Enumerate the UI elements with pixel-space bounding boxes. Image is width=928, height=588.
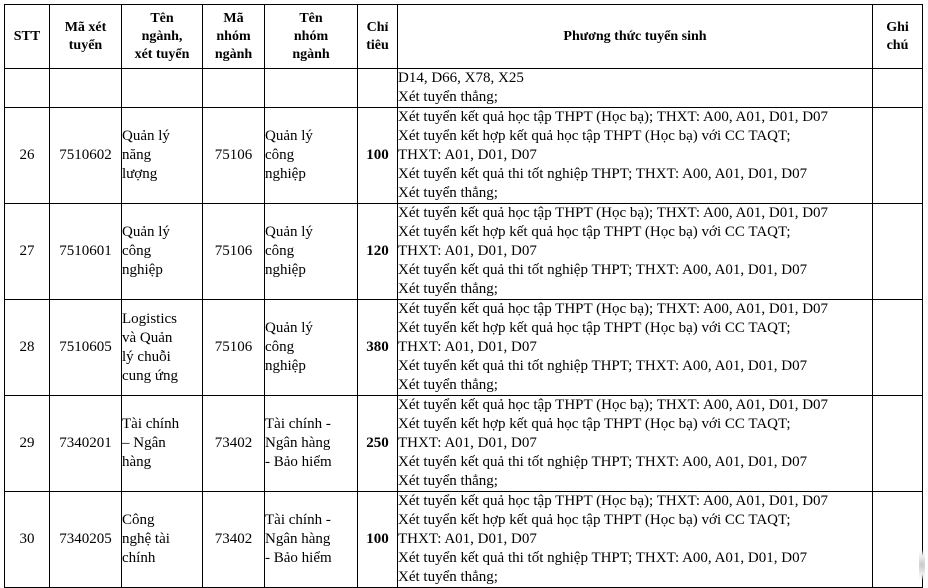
cell-major-name — [122, 396, 203, 492]
cell-group-name — [265, 396, 358, 492]
cell-stt: 30 — [5, 492, 50, 588]
cell-major-name — [122, 108, 203, 204]
cell-note — [873, 69, 923, 108]
table-row — [5, 492, 923, 588]
cell-line: Xét tuyển kết quả học tập THPT (Học bạ); THXT: A00, A01, D01, D07 — [398, 109, 829, 125]
cell-quota — [358, 69, 398, 108]
header-quota: Chỉ tiêu — [358, 5, 398, 69]
cell-group-code: 73402 — [203, 492, 265, 588]
cell-line: nghiệp — [122, 262, 163, 278]
cell-line: Quản lý — [265, 224, 313, 240]
cell-group-name — [265, 204, 358, 300]
cell-line: – Ngân — [122, 435, 166, 451]
method-line: Xét tuyển thẳng; — [398, 89, 498, 105]
cell-group-name — [265, 492, 358, 588]
cell-stt: 29 — [5, 396, 50, 492]
cell-quota: 120 — [358, 204, 398, 300]
cell-line: Quản lý — [122, 128, 170, 144]
cell-line: Tài chính — [122, 416, 180, 432]
cell-quota: 100 — [358, 492, 398, 588]
header-stt: STT — [5, 5, 50, 69]
cell-line: Xét tuyển kết quả thi tốt nghiệp THPT; THXT: A00, A01, D01, D07 — [398, 262, 808, 278]
cell-line: cung ứng — [122, 367, 179, 384]
cell-stt — [5, 69, 50, 108]
cell-admission-method — [398, 108, 873, 204]
table-row — [5, 300, 923, 396]
cell-group-code: 75106 — [203, 204, 265, 300]
cell-line: chính — [122, 550, 156, 566]
cell-group-name — [265, 108, 358, 204]
cell-line: hàng — [122, 454, 152, 470]
cell-line: Xét tuyển kết quả thi tốt nghiệp THPT; THXT: A00, A01, D01, D07 — [398, 358, 808, 374]
table-row — [5, 396, 923, 492]
cell-major-name — [122, 204, 203, 300]
cell-line: Xét tuyển thẳng; — [398, 377, 498, 393]
cell-line: Xét tuyển kết quả thi tốt nghiệp THPT; THXT: A00, A01, D01, D07 — [398, 166, 808, 182]
cell-line: THXT: A01, D01, D07 — [398, 531, 537, 547]
cell-line: Logistics — [122, 310, 177, 327]
cell-note — [873, 492, 923, 588]
cell-note — [873, 108, 923, 204]
cell-line: THXT: A01, D01, D07 — [398, 339, 537, 355]
header-row — [5, 5, 923, 69]
cell-line: Xét tuyển kết quả học tập THPT (Học bạ); THXT: A00, A01, D01, D07 — [398, 493, 829, 509]
header-group-code: Mã nhóm ngành — [203, 5, 265, 69]
cell-major-name — [122, 69, 203, 108]
table-row — [5, 108, 923, 204]
cell-line: THXT: A01, D01, D07 — [398, 435, 537, 451]
cell-note — [873, 300, 923, 396]
cell-group-code — [203, 69, 265, 108]
continuation-row — [5, 69, 923, 108]
cell-line: Tài chính - — [265, 512, 331, 528]
cell-line: nghiệp — [265, 358, 306, 374]
cell-admission-method — [398, 492, 873, 588]
method-line: D14, D66, X78, X25 — [398, 70, 524, 86]
header-group-name: Tên nhóm ngành — [265, 5, 358, 69]
cell-admission-code — [50, 69, 122, 108]
cell-line: công — [265, 339, 295, 355]
cell-group-code: 75106 — [203, 108, 265, 204]
cell-line: công — [265, 147, 295, 163]
cell-line: lượng — [122, 166, 158, 182]
admissions-table — [4, 4, 923, 588]
cell-line: lý chuỗi — [122, 348, 171, 365]
cell-line: Xét tuyển kết quả thi tốt nghiệp THPT; THXT: A00, A01, D01, D07 — [398, 550, 808, 566]
cell-line: Xét tuyển thẳng; — [398, 569, 498, 585]
cell-quota: 100 — [358, 108, 398, 204]
cell-line: Quản lý — [265, 128, 313, 144]
cell-stt: 28 — [5, 300, 50, 396]
cell-line: Xét tuyển kết quả học tập THPT (Học bạ); THXT: A00, A01, D01, D07 — [398, 205, 829, 221]
cell-note — [873, 204, 923, 300]
cell-line: Xét tuyển thẳng; — [398, 281, 498, 297]
cell-line: Quản lý — [122, 224, 170, 240]
cell-line: Xét tuyển kết hợp kết quả học tập THPT (Học bạ) với CC TAQT; — [398, 416, 791, 432]
cell-line: Xét tuyển kết hợp kết quả học tập THPT (Học bạ) với CC TAQT; — [398, 320, 791, 336]
cell-line: Xét tuyển thẳng; — [398, 185, 498, 201]
cell-line: Xét tuyển kết quả thi tốt nghiệp THPT; THXT: A00, A01, D01, D07 — [398, 454, 808, 470]
cell-line: Ngân hàng — [265, 435, 331, 451]
cell-line: Ngân hàng — [265, 531, 331, 547]
cell-note — [873, 396, 923, 492]
cell-line: - Bảo hiểm — [265, 550, 332, 566]
cell-line: năng — [122, 147, 152, 163]
cell-line: Xét tuyển kết hợp kết quả học tập THPT (Học bạ) với CC TAQT; — [398, 512, 791, 528]
scan-speck — [919, 550, 925, 580]
cell-line: nghệ tài — [122, 531, 170, 547]
cell-line: Xét tuyển kết quả học tập THPT (Học bạ); THXT: A00, A01, D01, D07 — [398, 397, 829, 413]
cell-line: - Bảo hiểm — [265, 454, 332, 470]
cell-stt: 27 — [5, 204, 50, 300]
cell-group-code: 73402 — [203, 396, 265, 492]
cell-major-name — [122, 300, 203, 396]
cell-line: Tài chính - — [265, 416, 331, 432]
cell-line: Xét tuyển thẳng; — [398, 473, 498, 489]
cell-major-name — [122, 492, 203, 588]
cell-line: Công — [122, 512, 155, 528]
cell-line: nghiệp — [265, 262, 306, 278]
cell-admission-code: 7510602 — [50, 108, 122, 204]
cell-line: Xét tuyển kết quả học tập THPT (Học bạ); THXT: A00, A01, D01, D07 — [398, 301, 829, 317]
cell-admission-code: 7510601 — [50, 204, 122, 300]
header-admission-code: Mã xét tuyển — [50, 5, 122, 69]
cell-group-code: 75106 — [203, 300, 265, 396]
header-note: Ghi chú — [873, 5, 923, 69]
table-row — [5, 204, 923, 300]
cell-line: và Quản — [122, 329, 173, 346]
cell-group-name — [265, 69, 358, 108]
cell-admission-code: 7340201 — [50, 396, 122, 492]
cell-line: THXT: A01, D01, D07 — [398, 243, 537, 259]
cell-line: THXT: A01, D01, D07 — [398, 147, 537, 163]
cell-admission-code: 7510605 — [50, 300, 122, 396]
header-admission-method: Phương thức tuyển sinh — [398, 5, 873, 69]
cell-admission-method — [398, 396, 873, 492]
cell-group-name — [265, 300, 358, 396]
cell-line: Xét tuyển kết hợp kết quả học tập THPT (Học bạ) với CC TAQT; — [398, 224, 791, 240]
cell-quota: 250 — [358, 396, 398, 492]
cell-quota: 380 — [358, 300, 398, 396]
cell-line: công — [122, 243, 152, 259]
header-major-name: Tên ngành, xét tuyển — [122, 5, 203, 69]
cell-admission-method — [398, 204, 873, 300]
cell-admission-method — [398, 300, 873, 396]
cell-line: Xét tuyển kết hợp kết quả học tập THPT (Học bạ) với CC TAQT; — [398, 128, 791, 144]
cell-line: nghiệp — [265, 166, 306, 182]
cell-admission-method — [398, 69, 873, 108]
cell-line: công — [265, 243, 295, 259]
cell-admission-code: 7340205 — [50, 492, 122, 588]
cell-stt: 26 — [5, 108, 50, 204]
cell-line: Quản lý — [265, 320, 313, 336]
